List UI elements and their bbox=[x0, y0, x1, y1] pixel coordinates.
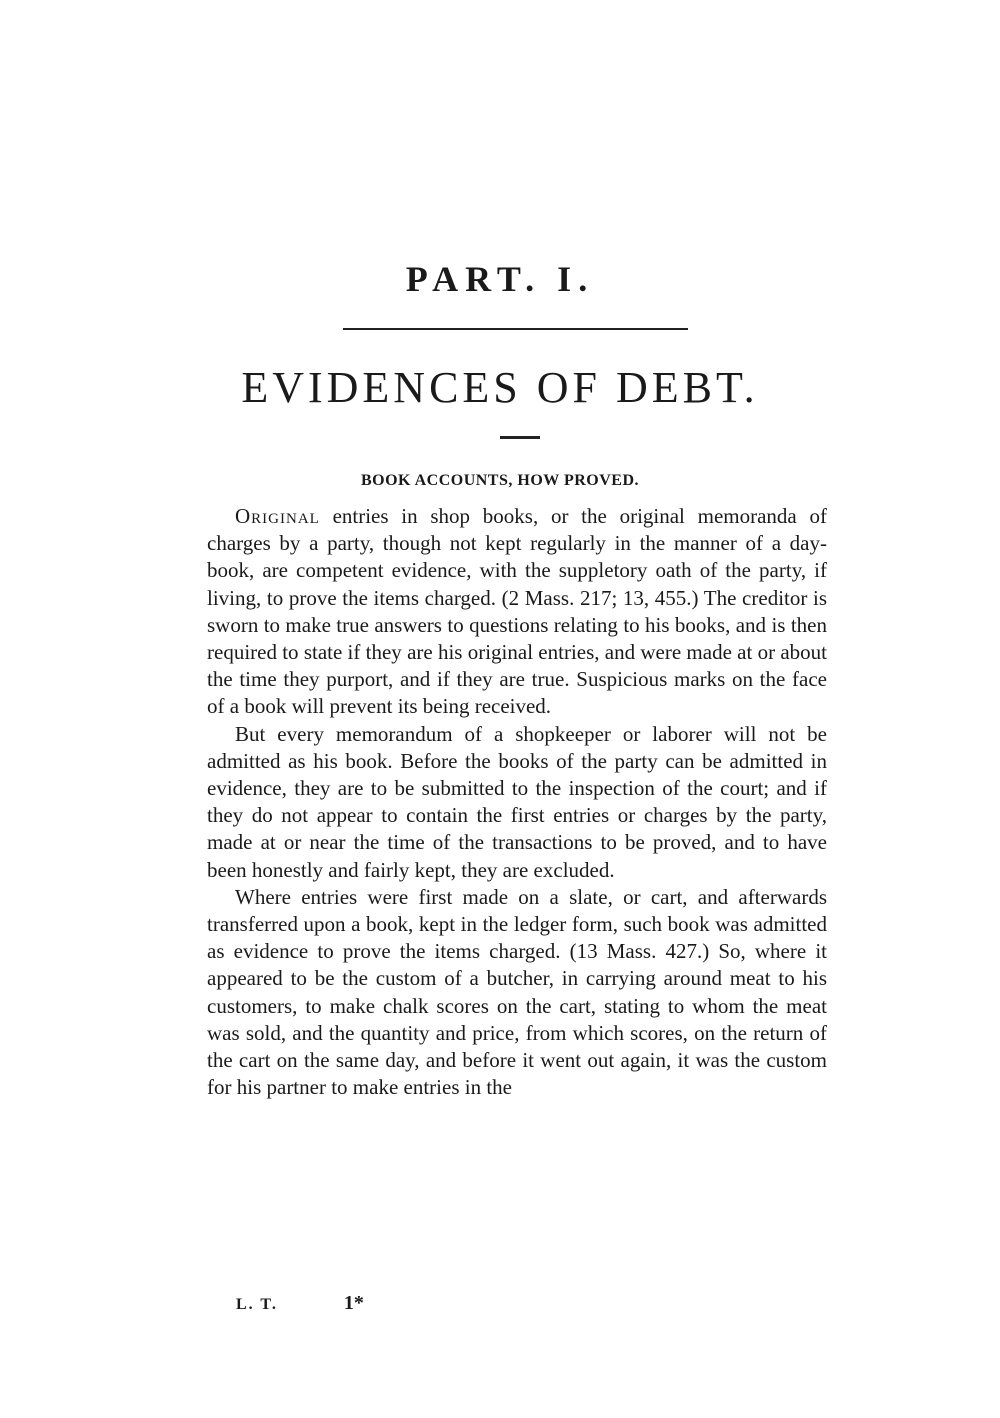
page-footer bbox=[236, 1292, 636, 1315]
signature-mark: L. T. bbox=[236, 1296, 278, 1313]
page-title: EVIDENCES OF DEBT. bbox=[241, 363, 759, 412]
paragraph-2 bbox=[207, 721, 827, 884]
paragraph-1 bbox=[207, 503, 827, 721]
paragraph-3 bbox=[207, 884, 827, 1102]
section-heading: BOOK ACCOUNTS, HOW PROVED. bbox=[360, 472, 640, 489]
short-divider-rule bbox=[500, 436, 540, 439]
divider-rule bbox=[343, 328, 688, 330]
part-title: PART. I. bbox=[405, 259, 595, 299]
paragraph-text: Where entries were first made on a slate, or cart, and afterwards transferred upon a book, kept in the ledger form, such book was admitted as evidence to prove the items charged. (13 Mass. 427.) So, where it appeared to be the custom of a butcher, in carrying around meat to his customers, to make chalk scores on the cart, stating to whom the meat was sold, and the quantity and price, from which scores, on the return of the cart on the same day, and before it went out again, it was the custom for his partner to make entries in the bbox=[207, 884, 827, 1100]
page-marker: 1* bbox=[343, 1292, 364, 1314]
paragraph-lead-word: Original bbox=[235, 504, 320, 528]
paragraph-text: But every memorandum of a shopkeeper or laborer will not be admitted as his book. Before the books of the party can be admitted in evidence, they are to be submitted to the inspection of the court; and if they do not appear to contain the first entries or charges by the party, made at or near the time of the transactions to be proved, and to have been honestly and fairly kept, they are excluded. bbox=[207, 721, 827, 882]
paragraph-text: entries in shop books, or the original memoranda of charges by a party, though not kept regularly in the manner of a day-book, are competent evidence, with the suppletory oath of the party, if living, to prove the items charged. (2 Mass. 217; 13, 455.) The creditor is sworn to make true answers to questions relating to his books, and is then required to state if they are his original entries, and were made at or about the time they purport, and if they are true. Suspicious marks on the face of a book will prevent its being received. bbox=[207, 504, 827, 719]
body-text bbox=[207, 503, 827, 1101]
